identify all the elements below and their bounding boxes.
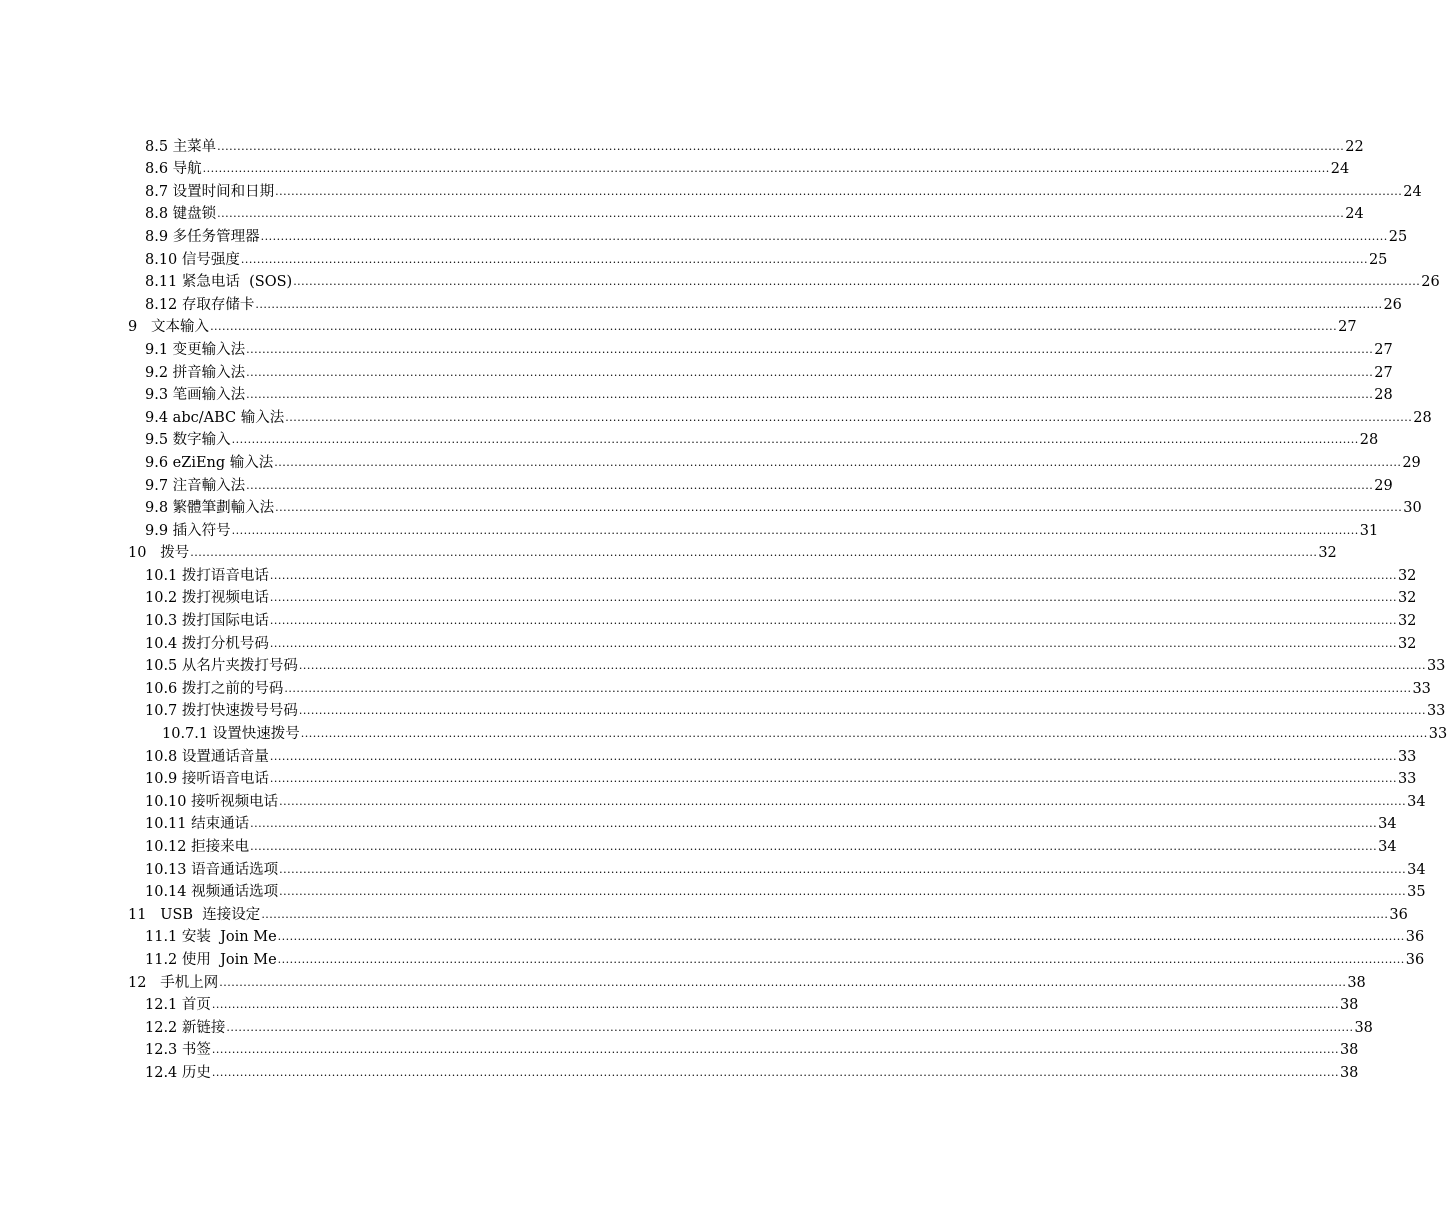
toc-entry-title: 10 拨号 bbox=[128, 545, 190, 562]
toc-page-number: 33 bbox=[1426, 703, 1446, 720]
toc-entry[interactable] bbox=[0, 720, 1447, 743]
toc-entry[interactable] bbox=[0, 269, 1440, 292]
toc-dot-leader: .......................................................................................................................................................................................................................................................................................... bbox=[269, 749, 1397, 763]
toc-page-number: 34 bbox=[1378, 839, 1397, 855]
toc-page-number: 33 bbox=[1397, 748, 1417, 765]
toc-entry[interactable] bbox=[0, 540, 1337, 563]
toc-dot-leader: .......................................................................................................................................................................................................................................................................................... bbox=[277, 952, 1405, 966]
toc-dot-leader: .......................................................................................................................................................................................................................................................................................... bbox=[246, 342, 1374, 356]
toc-entry-title: 9.2 拼音输入法 bbox=[145, 364, 246, 381]
toc-page-number: 33 bbox=[1428, 726, 1447, 743]
toc-page-number: 32 bbox=[1397, 613, 1417, 630]
toc-dot-leader: .......................................................................................................................................................................................................................................................................................... bbox=[250, 817, 1378, 831]
toc-entry[interactable] bbox=[0, 336, 1393, 359]
toc-dot-leader: .......................................................................................................................................................................................................................................................................................... bbox=[277, 930, 1405, 944]
toc-dot-leader: .......................................................................................................................................................................................................................................................................................... bbox=[217, 139, 1345, 153]
toc-entry[interactable] bbox=[0, 788, 1426, 811]
toc-page-number: 28 bbox=[1359, 432, 1379, 449]
toc-page-number: 29 bbox=[1402, 454, 1421, 471]
toc-dot-leader: .......................................................................................................................................................................................................................................................................................... bbox=[226, 1020, 1354, 1034]
toc-entry-title: 10.9 接听语音电话 bbox=[145, 771, 269, 788]
toc-dot-leader: .......................................................................................................................................................................................................................................................................................... bbox=[246, 478, 1374, 492]
toc-entry-title: 9.3 笔画输入法 bbox=[145, 387, 246, 404]
toc-entry-title: 8.5 主菜单 bbox=[145, 138, 217, 155]
toc-dot-leader: .......................................................................................................................................................................................................................................................................................... bbox=[284, 681, 1412, 695]
toc-page-number: 38 bbox=[1339, 1064, 1359, 1081]
toc-entry-title: 12.2 新链接 bbox=[145, 1019, 226, 1036]
toc-entry[interactable] bbox=[0, 382, 1393, 405]
toc-entry-title: 10.4 拨打分机号码 bbox=[145, 635, 269, 652]
toc-entry[interactable] bbox=[0, 1014, 1373, 1037]
toc-dot-leader: .......................................................................................................................................................................................................................................................................................... bbox=[298, 704, 1426, 718]
toc-dot-leader: .......................................................................................................................................................................................................................................................................................... bbox=[293, 275, 1421, 289]
toc-entry[interactable] bbox=[0, 698, 1446, 721]
toc-entry-title: 11 USB 连接设定 bbox=[128, 906, 261, 923]
toc-page-number: 30 bbox=[1403, 500, 1422, 517]
toc-dot-leader: .......................................................................................................................................................................................................................................................................................... bbox=[275, 501, 1403, 515]
toc-entry[interactable] bbox=[0, 811, 1397, 834]
toc-page-number: 33 bbox=[1426, 658, 1446, 675]
toc-page-number: 32 bbox=[1397, 590, 1417, 607]
toc-dot-leader: .......................................................................................................................................................................................................................................................................................... bbox=[269, 772, 1397, 786]
toc-entry-title: 8.7 设置时间和日期 bbox=[145, 183, 275, 200]
toc-entry[interactable] bbox=[0, 675, 1431, 698]
toc-dot-leader: .......................................................................................................................................................................................................................................................................................... bbox=[261, 907, 1389, 921]
toc-entry-title: 10.2 拨打视频电话 bbox=[145, 590, 269, 607]
toc-dot-leader: .......................................................................................................................................................................................................................................................................................... bbox=[275, 184, 1403, 198]
toc-entry[interactable] bbox=[0, 201, 1364, 224]
toc-page-number: 32 bbox=[1397, 567, 1417, 584]
toc-dot-leader: .......................................................................................................................................................................................................................................................................................... bbox=[202, 162, 1330, 176]
toc-entry[interactable] bbox=[0, 653, 1446, 676]
toc-page-number: 36 bbox=[1389, 906, 1408, 923]
toc-entry-title: 8.12 存取存储卡 bbox=[145, 296, 255, 313]
toc-page-number: 38 bbox=[1339, 1042, 1359, 1059]
toc-page-number: 34 bbox=[1407, 793, 1426, 810]
toc-entry-title: 10.8 设置通话音量 bbox=[145, 748, 269, 765]
toc-page-number: 38 bbox=[1347, 974, 1366, 991]
toc-entry-title: 9.7 注音輸入法 bbox=[145, 477, 246, 494]
toc-page-number: 34 bbox=[1378, 816, 1397, 833]
toc-entry[interactable] bbox=[0, 992, 1359, 1015]
toc-entry[interactable] bbox=[0, 630, 1417, 653]
toc-dot-leader: .......................................................................................................................................................................................................................................................................................... bbox=[269, 568, 1397, 582]
toc-dot-leader: .......................................................................................................................................................................................................................................................................................... bbox=[285, 410, 1413, 424]
toc-entry-title: 8.6 导航 bbox=[145, 161, 202, 178]
table-of-contents bbox=[0, 133, 1447, 1082]
toc-entry[interactable] bbox=[0, 246, 1388, 269]
toc-entry[interactable] bbox=[0, 969, 1366, 992]
toc-entry-title: 9.1 变更输入法 bbox=[145, 341, 246, 358]
toc-dot-leader: .......................................................................................................................................................................................................................................................................................... bbox=[210, 320, 1338, 334]
toc-page-number: 33 bbox=[1412, 680, 1431, 697]
toc-dot-leader: .......................................................................................................................................................................................................................................................................................... bbox=[231, 433, 1359, 447]
toc-entry-title: 9.5 数字输入 bbox=[145, 432, 231, 449]
toc-entry[interactable] bbox=[0, 856, 1426, 879]
toc-entry[interactable] bbox=[0, 291, 1402, 314]
toc-entry[interactable] bbox=[0, 156, 1350, 179]
toc-page-number: 29 bbox=[1374, 477, 1393, 494]
toc-entry[interactable] bbox=[0, 359, 1393, 382]
toc-entry[interactable] bbox=[0, 585, 1417, 608]
toc-page-number: 25 bbox=[1388, 228, 1408, 245]
toc-entry[interactable] bbox=[0, 223, 1408, 246]
toc-dot-leader: .......................................................................................................................................................................................................................................................................................... bbox=[300, 727, 1428, 741]
toc-page-number: 27 bbox=[1374, 364, 1393, 381]
toc-entry[interactable] bbox=[0, 879, 1426, 902]
toc-entry[interactable] bbox=[0, 314, 1357, 337]
toc-page-number: 24 bbox=[1403, 183, 1422, 200]
toc-dot-leader: .......................................................................................................................................................................................................................................................................................... bbox=[250, 840, 1378, 853]
toc-entry-title: 10.3 拨打国际电话 bbox=[145, 613, 269, 630]
toc-dot-leader: .......................................................................................................................................................................................................................................................................................... bbox=[279, 885, 1407, 899]
toc-entry-title: 8.10 信号强度 bbox=[145, 251, 240, 268]
toc-entry-title: 9.8 繁體筆劃輸入法 bbox=[145, 500, 275, 517]
toc-entry[interactable] bbox=[0, 743, 1417, 766]
toc-page-number: 31 bbox=[1359, 522, 1379, 539]
toc-dot-leader: .......................................................................................................................................................................................................................................................................................... bbox=[240, 252, 1368, 266]
toc-dot-leader: .......................................................................................................................................................................................................................................................................................... bbox=[269, 614, 1397, 628]
toc-page-number: 34 bbox=[1407, 861, 1426, 878]
toc-dot-leader: .......................................................................................................................................................................................................................................................................................... bbox=[211, 1043, 1339, 1057]
toc-page-number: 26 bbox=[1383, 296, 1402, 313]
toc-dot-leader: .......................................................................................................................................................................................................................................................................................... bbox=[298, 659, 1426, 673]
toc-entry-title: 10.11 结束通话 bbox=[145, 816, 250, 833]
toc-entry-title: 10.6 拨打之前的号码 bbox=[145, 680, 284, 697]
toc-entry[interactable] bbox=[0, 472, 1393, 495]
toc-page-number: 36 bbox=[1405, 929, 1425, 946]
toc-entry[interactable] bbox=[0, 1059, 1359, 1082]
toc-entry-title: 12 手机上网 bbox=[128, 974, 219, 991]
toc-entry-title: 8.8 键盘锁 bbox=[145, 206, 217, 223]
toc-entry[interactable] bbox=[0, 901, 1408, 924]
toc-entry-title: 12.4 历史 bbox=[145, 1064, 211, 1081]
toc-dot-leader: .......................................................................................................................................................................................................................................................................................... bbox=[211, 998, 1339, 1012]
toc-dot-leader: .......................................................................................................................................................................................................................................................................................... bbox=[274, 455, 1402, 469]
toc-dot-leader: .......................................................................................................................................................................................................................................................................................... bbox=[217, 207, 1345, 221]
toc-entry[interactable] bbox=[0, 766, 1417, 789]
toc-page-number: 22 bbox=[1345, 138, 1364, 155]
toc-page-number: 28 bbox=[1374, 387, 1393, 404]
toc-entry[interactable] bbox=[0, 404, 1432, 427]
toc-entry[interactable] bbox=[0, 495, 1422, 518]
toc-entry[interactable] bbox=[0, 178, 1422, 201]
toc-page-number: 32 bbox=[1397, 635, 1417, 652]
toc-entry-title: 12.3 书签 bbox=[145, 1042, 211, 1059]
toc-entry-title: 11.2 使用 Join Me bbox=[145, 951, 277, 968]
toc-entry[interactable] bbox=[0, 924, 1425, 947]
toc-page-number: 28 bbox=[1413, 409, 1432, 426]
toc-entry-title: 8.11 紧急电话 (SOS) bbox=[145, 274, 293, 291]
toc-entry-title: 10.7 拨打快速拨号号码 bbox=[145, 703, 298, 720]
toc-dot-leader: .......................................................................................................................................................................................................................................................................................... bbox=[269, 591, 1397, 605]
toc-entry-title: 9 文本输入 bbox=[128, 319, 210, 336]
toc-page-number: 24 bbox=[1330, 161, 1350, 178]
toc-dot-leader: .......................................................................................................................................................................................................................................................................................... bbox=[269, 636, 1397, 650]
toc-page-number: 33 bbox=[1397, 771, 1417, 788]
toc-entry-title: 10.7.1 设置快速拨号 bbox=[162, 726, 300, 743]
toc-entry-title: 10.12 拒接来电 bbox=[145, 839, 250, 855]
toc-page-number: 38 bbox=[1354, 1019, 1373, 1036]
toc-dot-leader: .......................................................................................................................................................................................................................................................................................... bbox=[260, 229, 1388, 243]
toc-entry[interactable] bbox=[0, 607, 1417, 630]
toc-page-number: 25 bbox=[1368, 251, 1388, 268]
toc-entry-title: 9.4 abc/ABC 输入法 bbox=[145, 409, 285, 426]
toc-entry[interactable] bbox=[0, 1037, 1359, 1060]
toc-page-number: 35 bbox=[1407, 884, 1426, 901]
toc-entry-title: 9.9 插入符号 bbox=[145, 522, 231, 539]
toc-entry[interactable] bbox=[0, 427, 1379, 450]
toc-dot-leader: .......................................................................................................................................................................................................................................................................................... bbox=[246, 365, 1374, 379]
toc-dot-leader: .......................................................................................................................................................................................................................................................................................... bbox=[246, 388, 1374, 402]
toc-dot-leader: .......................................................................................................................................................................................................................................................................................... bbox=[231, 523, 1359, 537]
toc-page-number: 38 bbox=[1339, 997, 1359, 1014]
toc-dot-leader: .......................................................................................................................................................................................................................................................................................... bbox=[190, 546, 1318, 560]
toc-entry-title: 11.1 安装 Join Me bbox=[145, 929, 277, 946]
toc-entry-title: 10.13 语音通话选项 bbox=[145, 861, 279, 878]
toc-page-number: 32 bbox=[1318, 545, 1337, 562]
toc-entry[interactable] bbox=[0, 517, 1379, 540]
toc-page-number: 26 bbox=[1421, 274, 1440, 291]
toc-entry[interactable] bbox=[0, 449, 1421, 472]
toc-entry-title: 10.10 接听视频电话 bbox=[145, 793, 279, 810]
toc-page-number: 24 bbox=[1345, 206, 1364, 223]
toc-page-number: 27 bbox=[1338, 319, 1357, 336]
toc-entry[interactable] bbox=[0, 133, 1364, 156]
toc-entry-title: 10.5 从名片夹拨打号码 bbox=[145, 658, 298, 675]
toc-page-number: 27 bbox=[1374, 341, 1393, 358]
toc-dot-leader: .......................................................................................................................................................................................................................................................................................... bbox=[279, 794, 1407, 808]
toc-entry-title: 10.1 拨打语音电话 bbox=[145, 567, 269, 584]
toc-entry-title: 12.1 首页 bbox=[145, 997, 211, 1014]
toc-entry[interactable] bbox=[0, 833, 1397, 856]
toc-dot-leader: .......................................................................................................................................................................................................................................................................................... bbox=[211, 1065, 1339, 1079]
toc-entry-title: 10.14 视频通话选项 bbox=[145, 884, 279, 901]
toc-entry-title: 8.9 多任务管理器 bbox=[145, 228, 260, 245]
toc-dot-leader: .......................................................................................................................................................................................................................................................................................... bbox=[279, 862, 1407, 876]
toc-page-number: 36 bbox=[1405, 951, 1425, 968]
toc-entry[interactable] bbox=[0, 946, 1425, 969]
toc-dot-leader: .......................................................................................................................................................................................................................................................................................... bbox=[255, 297, 1383, 311]
toc-entry-title: 9.6 eZiEng 输入法 bbox=[145, 454, 274, 471]
toc-entry[interactable] bbox=[0, 562, 1417, 585]
toc-dot-leader: .......................................................................................................................................................................................................................................................................................... bbox=[219, 975, 1347, 989]
